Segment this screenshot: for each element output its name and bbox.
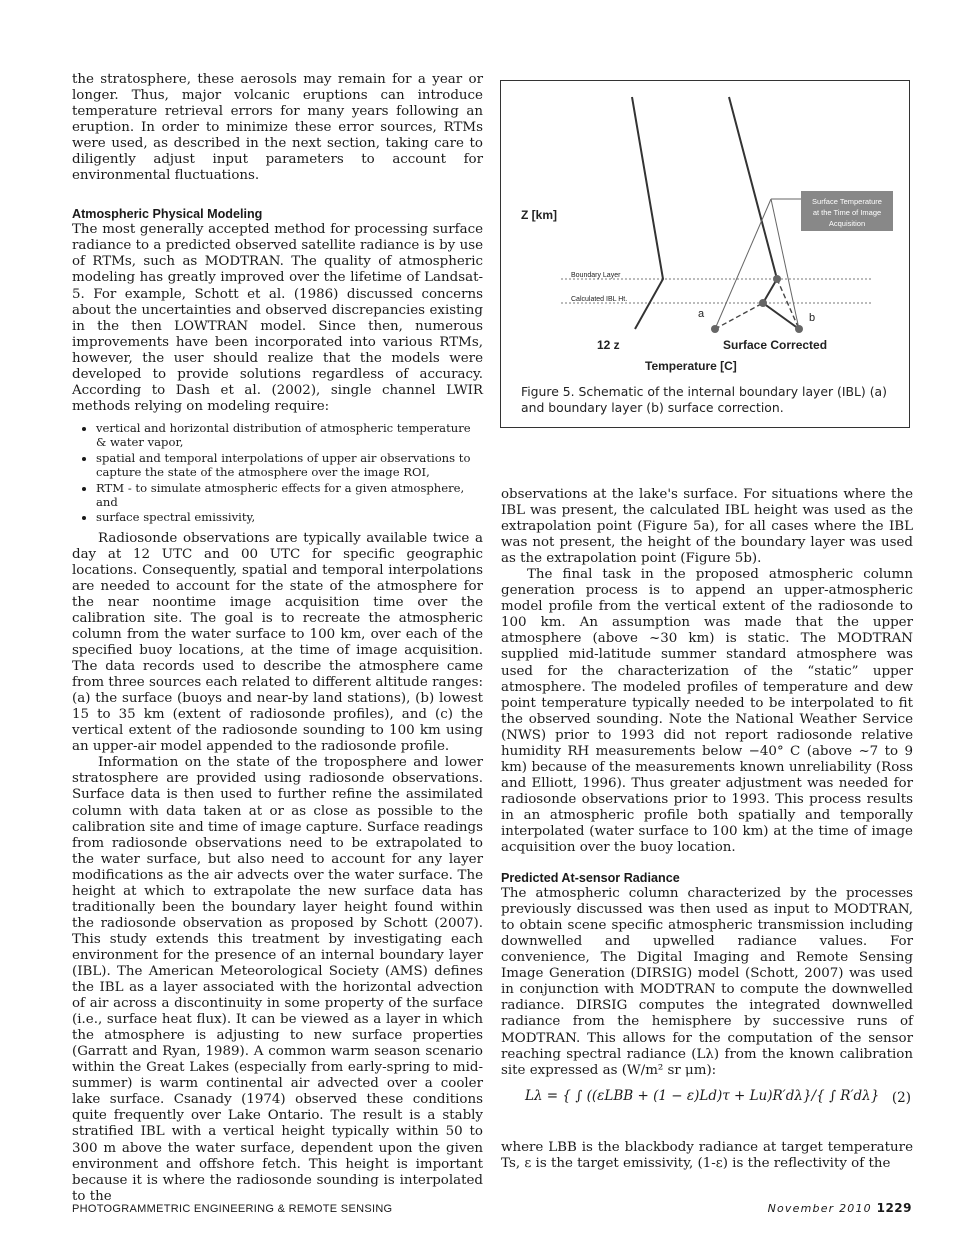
modeling-paragraph: The most generally accepted method for processing surface radiance to a predicted observed satellite radiance is by use of RTMs, such as MODTRAN. The quality of atmospheric modeling has greatly improved over the lifetime of Landsat-5. For example, Schott et al. (1986) discussed concerns about the uncertainties and observed discrepancies existing in the then LOWTRAN model. Since then, numerous improvements have been incorporated into various RTMs, however, the user should realize that the models were developed to provide solutions regardless of accuracy. According to Dash et al. (2002), single channel LWIR methods relying on modeling require: (72, 222, 483, 414)
section-heading-predicted-radiance: Predicted At-sensor Radiance (501, 871, 680, 886)
journal-footer: PHOTOGRAMMETRIC ENGINEERING & REMOTE SENSING (72, 1203, 393, 1215)
profile-12z-line (632, 97, 663, 329)
predicted-radiance-paragraph: The atmospheric column characterized by the processes previously discussed was then used as input to MODTRAN, to obtain scene specific atmospheric transmission including downwelled and upwelled radiance values. For convenience, The Digital Imaging and Remote Sensing Image Generation (DIRSIG) model (Schott, 2007) was used in conjunction with MODTRAN to compute the downwelled radiance. DIRSIG computes the integrated downwelled radiance from the hemisphere by successive runs of MODTRAN. This allows for the computation of the sensor reaching spectral radiance (Lλ) from the known calibration site expressed as (W/m² sr μm): (501, 886, 913, 1078)
list-item: • surface spectral emissivity, (96, 510, 483, 524)
boundary-layer-label: Boundary Layer (571, 272, 621, 279)
ibl-point (759, 299, 767, 307)
point-b-label: b (809, 312, 816, 324)
callout-line-a (715, 199, 771, 329)
ibl-schematic-diagram (501, 81, 911, 429)
extrapolation-a-line (715, 303, 763, 329)
figure-caption: Figure 5. Schematic of the internal boundary layer (IBL) (a) and boundary layer (b) surface correction. (521, 384, 887, 415)
profile-surface-corrected-line (729, 97, 799, 329)
figure-5 (500, 80, 910, 428)
list-item: • spatial and temporal interpolations of upper air observations to capture the state of the atmosphere over the image ROI, (96, 451, 483, 480)
callout-line-1: Surface Temperature (812, 197, 882, 206)
left-column (72, 72, 483, 1205)
equation-number: (2) (891, 1090, 911, 1106)
x-right-label: Surface Corrected (723, 338, 828, 352)
equation-body: Lλ = { ∫ ((εLBB + (1 − ε)Ld)τ + Lu)R′dλ}/{ ∫ R′dλ} (525, 1088, 880, 1104)
page-number: 1229 (876, 1201, 912, 1215)
callout-line-2: at the Time of Image (812, 208, 882, 217)
section-heading-atmospheric-modeling: Atmospheric Physical Modeling (72, 207, 263, 222)
where-paragraph: where LBB is the blackbody radiance at target temperature Ts, ε is the target emissivity, (1-ε) is the reflectivity of the (501, 1140, 913, 1172)
surface-point-a (711, 325, 719, 333)
requirements-list (72, 421, 483, 525)
intro-paragraph: the stratosphere, these aerosols may remain for a year or longer. Thus, major volcanic eruptions can introduce temperature retrieval errors for many years following an eruption. In order to minimize these error sources, RTMs were used, as described in the next section, taking care to diligently adjust input parameters to account for environmental fluctuations. (72, 72, 483, 184)
radiosonde-paragraph: Radiosonde observations are typically available twice a day at 12 UTC and 00 UTC for specific geographic locations. Consequently, spatial and temporal interpolations are needed to account for the state of the atmosphere for the near noontime image acquisition time over the calibration site. The goal is to recreate the atmospheric column from the water surface to 100 km, over each of the specified buoy locations, at the time of image acquisition. The data records used to describe the atmosphere came from three sources each related to different altitude ranges: (a) the surface (buoys and near-by land stations), (b) lowest 15 to 35 km (extent of radiosonde profiles), and (c) the vertical extent of the radiosonde sounding to 100 km using an upper-air model appended to the radiosonde profile. (72, 530, 483, 755)
surface-point-b (795, 325, 803, 333)
boundary-layer-point (773, 275, 781, 283)
right-column (501, 487, 913, 1079)
list-item: • RTM - to simulate atmospheric effects for a given atmosphere, and (96, 481, 483, 510)
right-column-tail (501, 1140, 913, 1172)
equation-2 (501, 1082, 913, 1116)
information-paragraph: Information on the state of the troposphere and lower stratosphere are provided using radiosonde observations. Surface data is then used to further refine the assimilated column with data taken at or as close as possible to the calibration site and time of image capture. Surface readings from radiosonde observations need to be extrapolated to the water surface, but also need to account for any layer modifications as the air advects over the water surface. The height at which to extrapolate the new surface data has traditionally been the boundary layer height found within the radiosonde observation as proposed by Schott (2007). This study extends this treatment by investigating each environment for the presence of an internal boundary layer (IBL). The American Meteorological Society (AMS) defines the IBL as a layer associated with the horizontal advection of air across a discontinuity in some property of the surface (i.e., surface heat flux). It can be viewed as a layer in which the atmosphere is adjusting to new surface properties (Garratt and Ryan, 1989). A common warm season scenario within the Great Lakes (especially from early-spring to mid-summer) is warm continental air advected over a cooler lake surface. Csanady (1974) observed these conditions quite frequently over Lake Ontario. The result is a stably stratified IBL with a vertical height typically within 50 to 300 m above the water surface, dependent upon the given environment and offshore fetch. This height is important because it is where the radiosonde sounding is interpolated to the (72, 755, 483, 1204)
footer-date: November 2010 (767, 1202, 872, 1215)
x-axis-label: Temperature [C] (645, 359, 737, 373)
ibl-label: Calculated IBL Ht. (571, 296, 628, 303)
callout-line-b (771, 199, 799, 329)
x-left-label: 12 z (597, 338, 620, 352)
callout-line-3: Acquisition (828, 219, 866, 228)
y-axis-label: Z [km] (521, 208, 557, 222)
final-task-paragraph: The final task in the proposed atmospheric column generation process is to append an upper-atmospheric model profile from the vertical extent of the radiosonde to 100 km. An assumption was made that the upper atmosphere (above ~30 km) is static. The MODTRAN supplied mid-latitude summer standard atmosphere was used for the characterization of the “static” upper atmosphere. The modeled profiles of temperature and dew point temperature typically needed to be interpolated to fit the observed sounding. Note the National Weather Service (NWS) prior to 1993 did not report radiosonde relative humidity RH measurements below −40° C (above ~7 to 9 km) because of the measurements known unreliability (Ross and Elliott, 1996). Thus greater adjustment was needed for radiosonde observations prior to 1993. This process results in an atmospheric profile both spatially and temporally interpolated (water surface to 100 km) at the time of image acquisition over the buoy location. (501, 567, 913, 856)
point-a-label: a (698, 308, 705, 320)
list-item: • vertical and horizontal distribution of atmospheric temperature & water vapor, (96, 421, 483, 450)
continuation-paragraph: observations at the lake's surface. For situations where the IBL was present, the calculated IBL height was used as the extrapolation point (Figure 5a), for all cases where the IBL was not present, the height of the boundary layer was used as the extrapolation point (Figure 5b). (501, 487, 913, 567)
page-footer (768, 1201, 912, 1215)
